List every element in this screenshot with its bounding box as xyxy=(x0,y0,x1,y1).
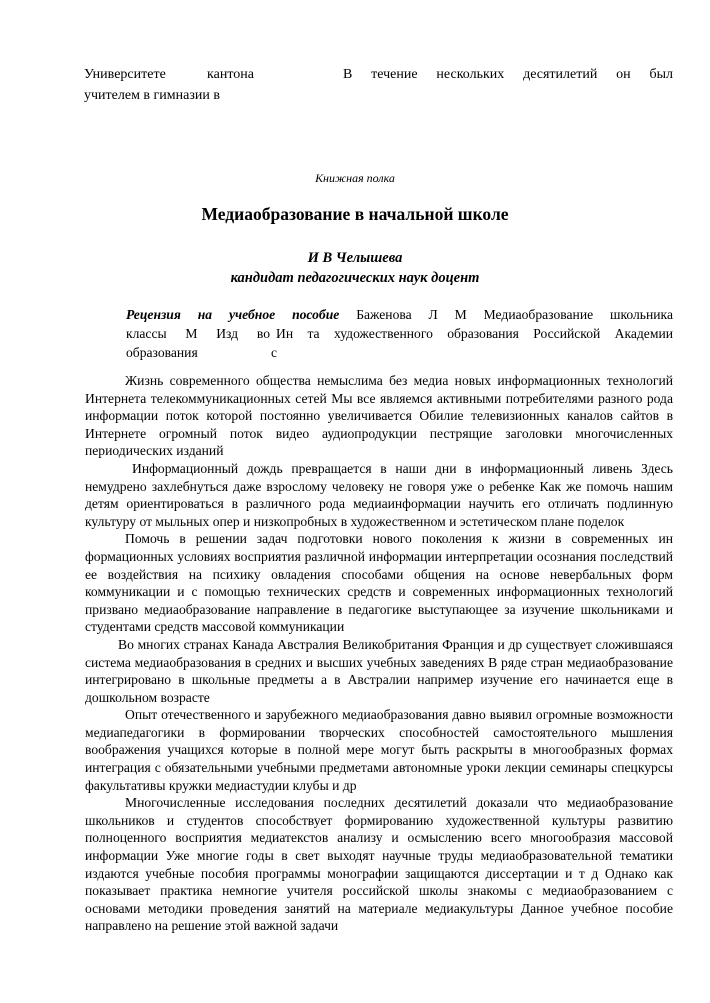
review-line-1 xyxy=(126,305,673,324)
review-line-2 xyxy=(126,324,673,343)
author-name: И В Челышева xyxy=(307,250,403,266)
paragraph: Во многих странах Канада Австралия Великобритания Франция и др существует сложившаяся система медиаобразования в средних и высших учебных заведениях В ряде стран медиаобразование интегрировано в школьные предметы а в Австралии например изучение его начинается еще в дошкольном возрасте xyxy=(85,636,673,705)
paragraph: Информационный дождь превращается в наши дни в информационный ливень Здесь немудрено захлебнуться даже взрослому человеку не говоря уже о ребенке Как же помочь нашим детям ориентироваться в различного рода медиаинформации научить его отличать подлинную культуру от мыльных опер и низкопробных в художественном и эстетическом плане поделок xyxy=(85,460,673,529)
article-title: Медиаобразование в начальной школе xyxy=(201,204,509,224)
paragraph: Жизнь современного общества немыслима без медиа новых информационных технологий Интернета телекоммуникационных сетей Мы все являемся активными потребителями разного рода информации поток которой постоянно увеличивается Обилие телевизионных каналов сайтов в Интернете огромный поток видео аудиопродукции пестрящие заголовки многочисленных периодических изданий xyxy=(85,373,673,459)
header-right-column: В течение нескольких десятилетий он был xyxy=(343,67,673,82)
review-line3-left: образования xyxy=(126,345,198,360)
review-line-3 xyxy=(126,343,673,362)
author-degree: кандидат педагогических наук доцент xyxy=(230,270,480,286)
section-label: Книжная полка xyxy=(315,171,395,185)
review-line2-left: классы М Изд во xyxy=(126,326,270,341)
review-label: Рецензия на учебное пособие xyxy=(126,307,340,322)
review-line3-right: с xyxy=(271,345,278,360)
header-left-column: Университете кантона учителем в гимназии в xyxy=(84,67,254,103)
article-body xyxy=(85,372,673,935)
paragraph: Многочисленные исследования последних десятилетий доказали что медиаобразование школьников и студентов способствует формированию художественной культуры развитию полноценного восприятия медиатекстов анализу и осмыслению всего многообразия массовой информации Уже многие годы в свет выходят научные труды медиаобразовательной тематики издаются учебные пособия программы монографии защищаются диссертации и т д Однако как показывает практика немногие учителя российской школы знакомы с медиаобразованием с основами методики проведения занятий на материале медиакультуры Данное учебное пособие направлено на решение этой важной задачи xyxy=(85,795,673,934)
review-line1-text: Баженова Л М Медиаобразование школьника xyxy=(356,307,673,322)
author-block xyxy=(0,248,710,288)
review-line2-right: Ин та художественного образования Российской Академии xyxy=(276,326,673,341)
review-block xyxy=(126,305,673,362)
paragraph: Опыт отечественного и зарубежного медиаобразования давно выявил огромные возможности медиапедагогики в формировании творческих способностей самостоятельного мышления воображения учащихся которые в полной мере могут быть раскрыты в многообразных формах интеграция с обязательными учебными предметами автономные уроки лекции семинары спецкурсы факультативы кружки медиастудии клубы и др xyxy=(85,707,673,793)
paragraph: Помочь в решении задач подготовки нового поколения к жизни в современных ин формационных условиях восприятия различной информации интерпретации осознания последствий ее воздействия на психику овладения способами общения на основе невербальных форм коммуникации и с помощью технических средств и современных информационных технологий призвано медиаобразование направление в педагогике выступающее за изучение школьниками и студентами средств массовой коммуникации xyxy=(85,531,673,635)
